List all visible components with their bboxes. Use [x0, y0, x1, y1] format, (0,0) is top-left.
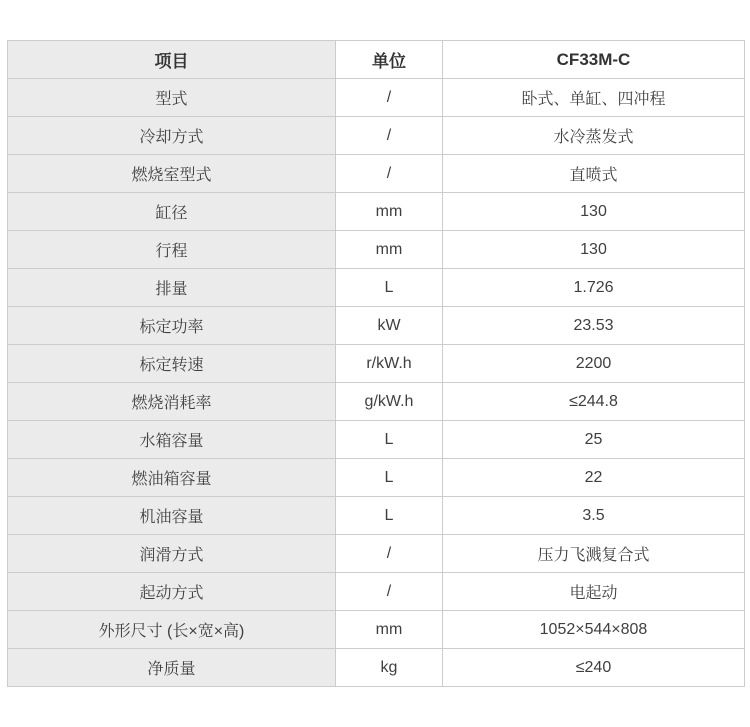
item-cell: 燃油箱容量 [8, 459, 336, 497]
value-cell: 卧式、单缸、四冲程 [443, 79, 745, 117]
value-cell: 电起动 [443, 573, 745, 611]
item-cell: 缸径 [8, 193, 336, 231]
item-cell: 净质量 [8, 649, 336, 687]
value-cell: 直喷式 [443, 155, 745, 193]
item-cell: 起动方式 [8, 573, 336, 611]
value-cell: ≤240 [443, 649, 745, 687]
value-cell: 130 [443, 231, 745, 269]
item-cell: 燃烧室型式 [8, 155, 336, 193]
header-row [8, 41, 745, 79]
table-row [8, 231, 745, 269]
item-cell: 标定转速 [8, 345, 336, 383]
unit-cell: / [336, 117, 443, 155]
value-cell: 23.53 [443, 307, 745, 345]
table-row [8, 421, 745, 459]
table-row [8, 269, 745, 307]
header-model: CF33M-C [443, 41, 745, 79]
item-cell: 型式 [8, 79, 336, 117]
value-cell: ≤244.8 [443, 383, 745, 421]
table-row [8, 459, 745, 497]
item-cell: 标定功率 [8, 307, 336, 345]
unit-cell: r/kW.h [336, 345, 443, 383]
value-cell: 22 [443, 459, 745, 497]
value-cell: 130 [443, 193, 745, 231]
header-item: 项目 [8, 41, 336, 79]
item-cell: 排量 [8, 269, 336, 307]
unit-cell: mm [336, 193, 443, 231]
value-cell: 25 [443, 421, 745, 459]
unit-cell: L [336, 269, 443, 307]
table-row [8, 383, 745, 421]
item-cell: 行程 [8, 231, 336, 269]
unit-cell: mm [336, 611, 443, 649]
value-cell: 3.5 [443, 497, 745, 535]
item-cell: 外形尺寸 (长×宽×高) [8, 611, 336, 649]
unit-cell: L [336, 421, 443, 459]
item-cell: 润滑方式 [8, 535, 336, 573]
value-cell: 水冷蒸发式 [443, 117, 745, 155]
unit-cell: g/kW.h [336, 383, 443, 421]
item-cell: 冷却方式 [8, 117, 336, 155]
spec-table-body [8, 79, 745, 687]
value-cell: 1.726 [443, 269, 745, 307]
table-row [8, 117, 745, 155]
value-cell: 2200 [443, 345, 745, 383]
spec-table-header [8, 41, 745, 79]
unit-cell: / [336, 155, 443, 193]
unit-cell: mm [336, 231, 443, 269]
table-row [8, 79, 745, 117]
unit-cell: / [336, 573, 443, 611]
value-cell: 压力飞溅复合式 [443, 535, 745, 573]
table-row [8, 497, 745, 535]
header-unit: 单位 [336, 41, 443, 79]
unit-cell: L [336, 497, 443, 535]
table-row [8, 345, 745, 383]
table-row [8, 649, 745, 687]
engine-spec-table [7, 40, 745, 687]
table-row [8, 611, 745, 649]
table-row [8, 307, 745, 345]
unit-cell: kg [336, 649, 443, 687]
unit-cell: kW [336, 307, 443, 345]
table-row [8, 155, 745, 193]
item-cell: 燃烧消耗率 [8, 383, 336, 421]
table-row [8, 573, 745, 611]
table-row [8, 193, 745, 231]
unit-cell: / [336, 79, 443, 117]
item-cell: 水箱容量 [8, 421, 336, 459]
unit-cell: L [336, 459, 443, 497]
value-cell: 1052×544×808 [443, 611, 745, 649]
unit-cell: / [336, 535, 443, 573]
table-row [8, 535, 745, 573]
item-cell: 机油容量 [8, 497, 336, 535]
